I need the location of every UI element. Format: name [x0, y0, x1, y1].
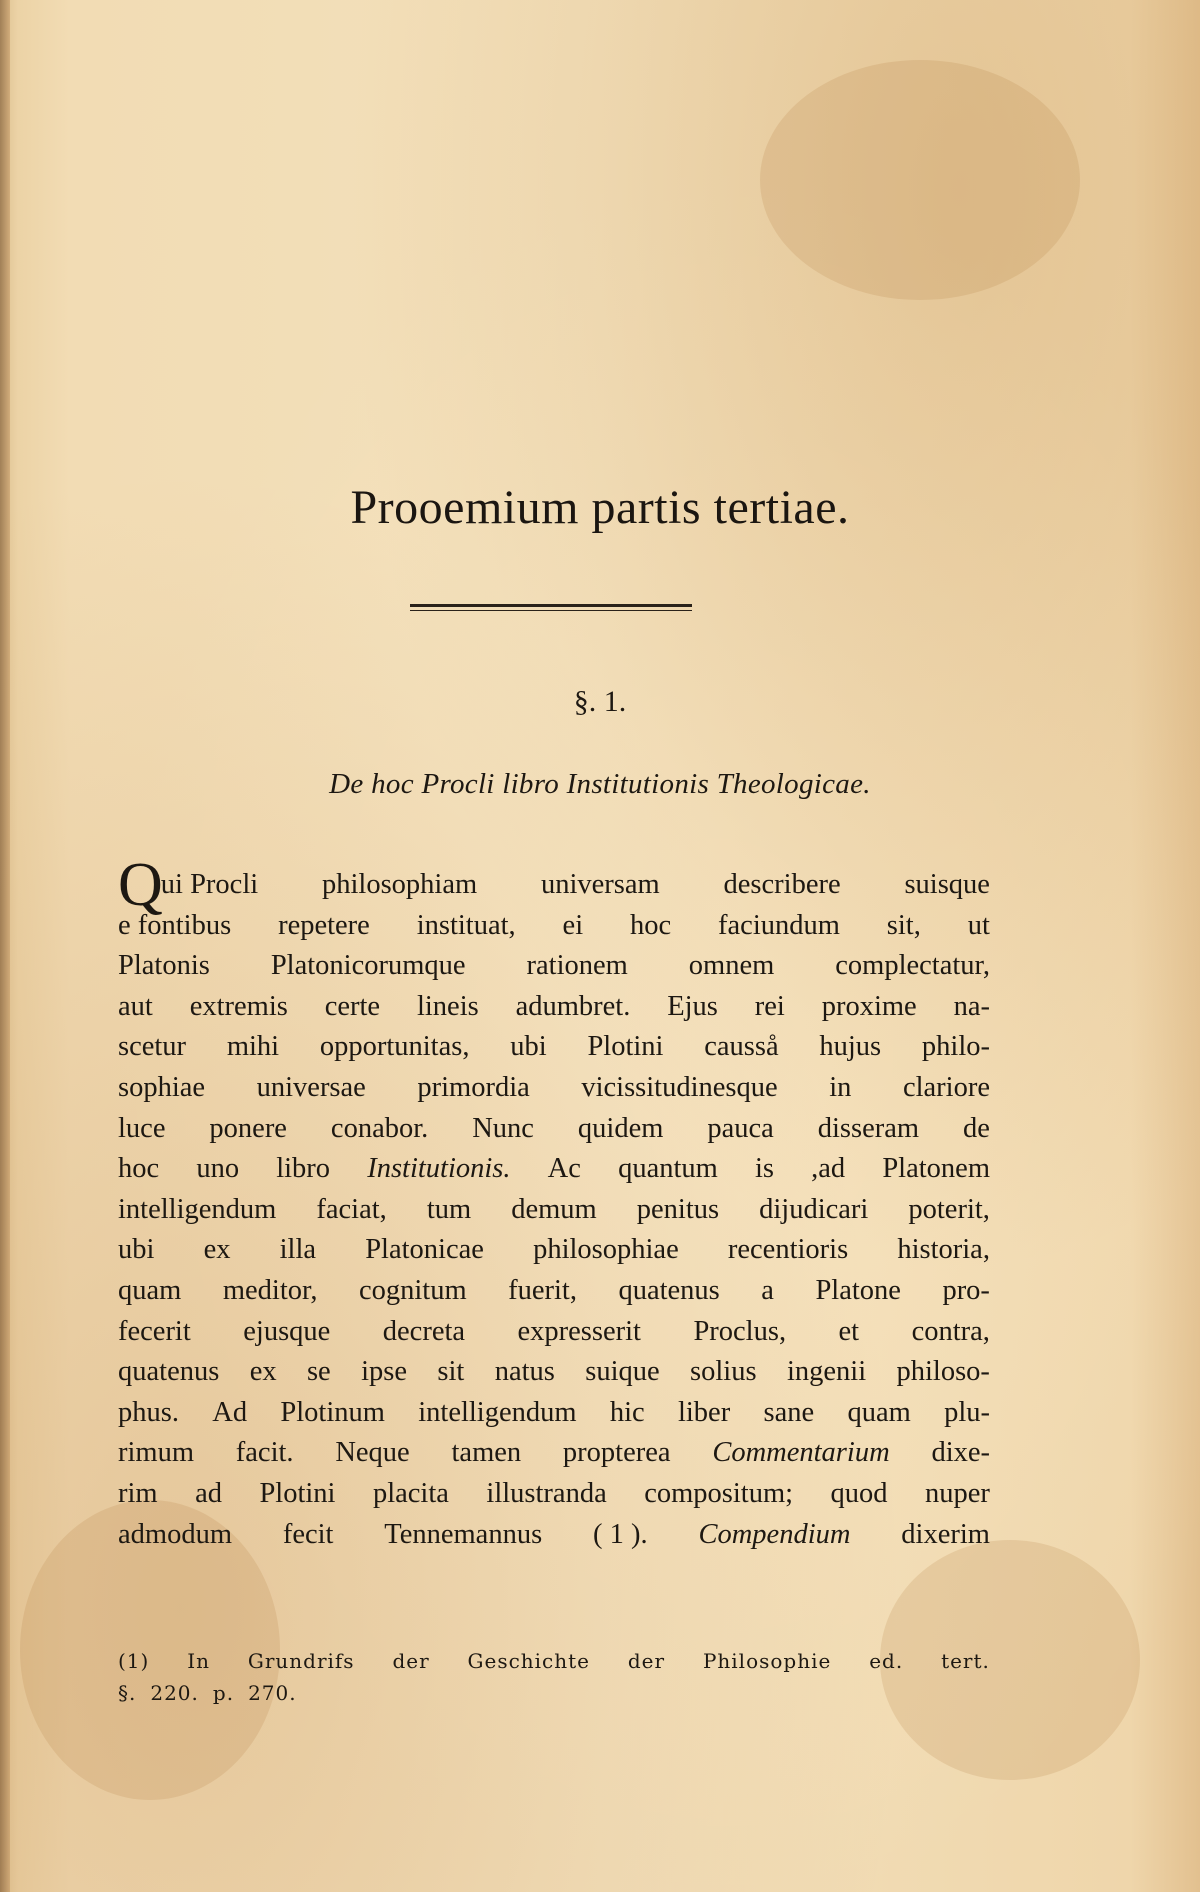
word: tum: [426, 1193, 472, 1225]
body-line: [118, 1027, 990, 1068]
footnote-line: [118, 1677, 990, 1709]
footnote-word: p.: [212, 1681, 235, 1705]
word: liber: [677, 1396, 731, 1428]
word: placita: [372, 1477, 449, 1509]
word: sit,: [886, 909, 921, 941]
word: propterea: [562, 1437, 671, 1469]
word: ( 1 ).: [593, 1518, 648, 1550]
word: intelligendum: [418, 1396, 577, 1428]
word: ubi: [118, 1234, 155, 1266]
word: demum: [511, 1193, 597, 1225]
word: complectatur,: [835, 950, 990, 982]
word: ejusque: [243, 1315, 331, 1347]
word: disseram: [817, 1112, 920, 1144]
word: opportunitas,: [319, 1031, 470, 1063]
word: scetur: [118, 1031, 187, 1063]
word: ubi: [510, 1031, 547, 1063]
word: ipse: [361, 1356, 408, 1388]
word: uno: [196, 1153, 240, 1185]
word: suisque: [904, 869, 990, 900]
body-line: [118, 1190, 990, 1231]
word: hoc: [118, 1153, 160, 1185]
word: Platonis: [118, 950, 210, 982]
footnote-word: der: [627, 1649, 666, 1673]
word: ponere: [209, 1112, 287, 1144]
footnote-word: der: [392, 1649, 430, 1673]
word: extremis: [189, 990, 288, 1022]
word: Nunc: [472, 1112, 534, 1144]
body-line: [118, 1474, 990, 1515]
word: e fontibus: [118, 909, 232, 941]
word: rim: [118, 1477, 158, 1509]
word: lineis: [416, 990, 479, 1022]
page-spine-edge: [0, 0, 10, 1892]
word: nuper: [925, 1477, 990, 1509]
word: Ad: [212, 1396, 248, 1428]
word: adumbret.: [515, 990, 631, 1022]
body-line: [118, 1393, 990, 1434]
page-title: Prooemium partis tertiae.: [350, 481, 850, 534]
word: Compendium: [698, 1518, 851, 1550]
body-line: [118, 1433, 990, 1474]
body-line: [118, 987, 990, 1028]
word: decreta: [382, 1315, 466, 1347]
word: Plotini: [259, 1477, 336, 1509]
word: sane: [763, 1396, 815, 1428]
word: intelligendum: [118, 1193, 277, 1225]
word: natus: [494, 1356, 555, 1388]
word: contra,: [911, 1315, 990, 1347]
word: mihi: [226, 1031, 280, 1063]
word: ,ad: [811, 1153, 846, 1185]
body-line: [118, 946, 990, 987]
word: ex: [249, 1356, 277, 1388]
word: tamen: [451, 1437, 522, 1469]
word: vicissitudinesque: [581, 1071, 778, 1103]
word: faciat,: [316, 1193, 387, 1225]
footnote-word: 220.: [150, 1681, 199, 1705]
footnote-word: Philosophie: [702, 1649, 832, 1673]
word: compositum;: [644, 1477, 794, 1509]
word: ui Procli: [160, 869, 259, 900]
footnote-word: (1): [118, 1649, 150, 1673]
word: luce: [118, 1112, 166, 1144]
word: Institutionis.: [367, 1153, 511, 1185]
word: fecit: [282, 1518, 334, 1550]
body-line: [118, 1149, 990, 1190]
word: Platonicae: [365, 1234, 484, 1266]
word: Neque: [335, 1437, 410, 1469]
word: meditor,: [222, 1274, 318, 1306]
footnote-word: §.: [118, 1681, 137, 1705]
body-line: [118, 1109, 990, 1150]
word: ei: [562, 909, 584, 941]
word: Plotinum: [280, 1396, 385, 1428]
footnote-line: [118, 1645, 990, 1677]
word: poterit,: [908, 1193, 990, 1225]
word: dixe-: [931, 1437, 990, 1469]
word: philoso-: [896, 1356, 990, 1388]
word: historia,: [897, 1234, 990, 1266]
word: dixerim: [901, 1518, 990, 1550]
word: expresserit: [517, 1315, 641, 1347]
word: rei: [754, 990, 785, 1022]
word: quam: [847, 1396, 911, 1428]
word: philosophiae: [533, 1234, 679, 1266]
word: clariore: [902, 1071, 990, 1103]
word: primordia: [417, 1071, 530, 1103]
section-heading: De hoc Procli libro Institutionis Theologicae.: [329, 768, 871, 800]
word: libro: [276, 1153, 331, 1185]
word: proxime: [821, 990, 917, 1022]
word: Platone: [815, 1274, 901, 1306]
word: omnem: [688, 950, 775, 982]
word: de: [963, 1112, 990, 1144]
body-line: [118, 1352, 990, 1393]
paper-stain: [760, 60, 1080, 300]
word: ex: [203, 1234, 231, 1266]
word: philo-: [921, 1031, 990, 1063]
word: illustranda: [486, 1477, 607, 1509]
footnote-word: tert.: [941, 1649, 990, 1673]
footnote-word: In: [187, 1649, 210, 1673]
word: ut: [967, 909, 990, 941]
word: repetere: [278, 909, 370, 941]
word: instituat,: [416, 909, 516, 941]
word: recentioris: [727, 1234, 849, 1266]
word: Ejus: [667, 990, 718, 1022]
word: illa: [279, 1234, 317, 1266]
word: describere: [723, 869, 841, 900]
footnote-word: Grundrifs: [247, 1649, 355, 1673]
word: facit.: [235, 1437, 294, 1469]
word: Platonicorumque: [270, 950, 466, 982]
word: rimum: [118, 1437, 194, 1469]
word: penitus: [636, 1193, 720, 1225]
word: fuerit,: [508, 1274, 577, 1306]
word: hujus: [819, 1031, 882, 1063]
word: is: [754, 1153, 774, 1185]
word: hic: [609, 1396, 645, 1428]
word: in: [829, 1071, 852, 1103]
word: sophiae: [118, 1071, 206, 1103]
word: hoc: [630, 909, 672, 941]
word: philosophiam: [321, 869, 478, 900]
word: phus.: [118, 1396, 179, 1428]
body-line: [118, 851, 990, 919]
word: Proclus,: [693, 1315, 787, 1347]
word: admodum: [118, 1518, 232, 1550]
word: plu-: [944, 1396, 990, 1428]
word: Commentarium: [712, 1437, 890, 1469]
word: conabor.: [330, 1112, 429, 1144]
drop-capital: Q: [118, 851, 163, 919]
body-line: [118, 1230, 990, 1271]
word: Tennemannus: [384, 1518, 543, 1550]
word: quam: [118, 1274, 182, 1306]
word: faciundum: [718, 909, 840, 941]
word: universam: [540, 869, 660, 900]
body-line: [118, 1271, 990, 1312]
word: pro-: [942, 1274, 990, 1306]
word: universae: [256, 1071, 366, 1103]
word: quidem: [577, 1112, 664, 1144]
word: quod: [830, 1477, 888, 1509]
word: certe: [324, 990, 381, 1022]
word: causså: [704, 1031, 779, 1063]
word: sit: [437, 1356, 465, 1388]
word: ad: [195, 1477, 222, 1509]
word: na-: [953, 990, 990, 1022]
word: Plotini: [587, 1031, 664, 1063]
title-rule-divider: [410, 604, 692, 614]
word: ingenii: [786, 1356, 867, 1388]
word: quantum: [618, 1153, 718, 1185]
word: rationem: [526, 950, 628, 982]
footnote: [118, 1645, 990, 1709]
footnote-word: 270.: [248, 1681, 297, 1705]
word: quatenus: [618, 1274, 720, 1306]
word: fecerit: [118, 1315, 191, 1347]
word: dijudicari: [759, 1193, 869, 1225]
body-line: [118, 1068, 990, 1109]
word: quatenus: [118, 1356, 220, 1388]
word: suique: [585, 1356, 660, 1388]
body-line: [118, 1515, 990, 1556]
word: se: [306, 1356, 331, 1388]
body-line: [118, 1312, 990, 1353]
body-line: [118, 906, 990, 947]
word: et: [838, 1315, 860, 1347]
word: Platonem: [882, 1153, 990, 1185]
footnote-word: Geschichte: [467, 1649, 591, 1673]
word: cognitum: [358, 1274, 467, 1306]
body-text: [118, 851, 990, 1555]
word: Ac: [547, 1153, 581, 1185]
word: aut: [118, 990, 153, 1022]
section-number: §. 1.: [573, 685, 627, 718]
word: solius: [690, 1356, 757, 1388]
footnote-word: ed.: [869, 1649, 904, 1673]
word: a: [761, 1274, 774, 1306]
word: pauca: [707, 1112, 774, 1144]
